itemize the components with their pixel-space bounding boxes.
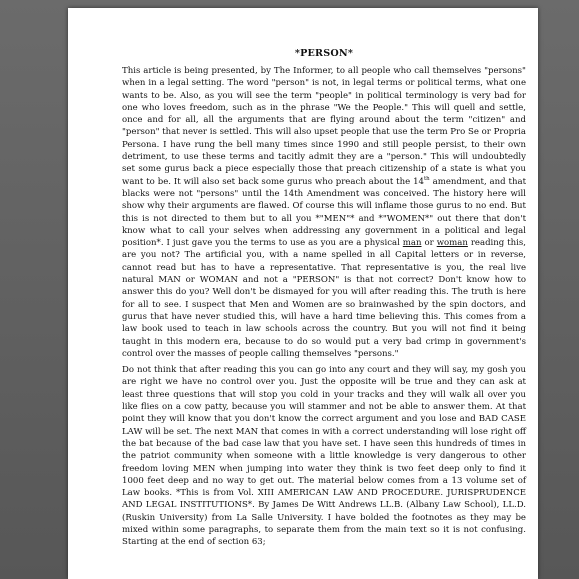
- paragraph-2: [122, 364, 526, 548]
- underlined-man: man: [402, 238, 422, 249]
- underlined-woman: woman: [436, 238, 468, 249]
- superscript-th: th: [423, 175, 430, 182]
- text-segment: This article is being presented, by The Informer, to all people who call themselves "persons" when in a legal setting. The word "person" is not, in legal terms or political terms, what one wants to be. Also, as you will see the term "people" in political terminology is very bad for one who loves freedom, such as in the phrase "We the People." This will quell and settle, once and for all, all the arguments that are flying around about the term "citizen" and "person" that never is settled. This will also upset people that use the term Pro Se or Propria Persona. I have rung the bell many times since 1990 and still people persist, to their own detriment, to use these terms and tacitly admit they are a "person." This will undoubtedly set some gurus back a piece especially those that preach citizenship of a state is what you want to be. It will also set back some gurus who preach about the 14: [122, 66, 526, 187]
- document-title: *PERSON*: [294, 48, 354, 59]
- text-segment: Do not think that after reading this you can go into any court and they will say, my gosh you are right we have no control over you. Just the opposite will be true and they can ask at least three questions that will stop you cold in your tracks and they will walk all over you like flies on a cow patty, because you will stammer and not be able to answer them. At that point they will know that you don't know the correct argument and you lose and BAD CASE LAW will be set. The next MAN that comes in with a correct understanding will lose right off the bat because of the bad case law that you have set. I have seen this hundreds of times in the patriot community when someone with a little knowledge is very dangerous to other freedom loving MEN when jumping into water they think is two feet deep only to find it 1000 feet deep and no way to get out. The material below comes from a 13 volume set of Law books. *This is from Vol. XIII AMERICAN LAW AND PROCEDURE. JURISPRUDENCE AND LEGAL INSTITUTIONS*. By James De Witt Andrews LL.B. (Albany Law School), LL.D. (Ruskin University) from La Salle University. I have bolded the footnotes as they may be mixed within some paragraphs, to separate them from the main text so it is not confusing. Starting at the end of section 63;: [122, 365, 526, 548]
- text-segment: or: [421, 238, 437, 249]
- text-segment: reading this, are you not? The artificial you, with a name spelled in all Capital letters or in reverse, cannot read but has to have a representative. That representative is you, the real live natural MAN or WOMAN and not a "PERSON" is that not correct? Don't know how to answer this do you? Well don't be dismayed for you will after reading this. The truth is here for all to see. I suspect that Men and Women are so brainwashed by the spin doctors, and gurus that have never studied this, will have a hard time believing this. This comes from a law book used to teach in law schools across the country. But you will not find it being taught in this modern era, because to do so would put a very bad crimp in government's control over the masses of people calling themselves "persons.": [122, 238, 526, 359]
- page-content: [122, 48, 526, 553]
- document-page: [68, 8, 538, 579]
- text-segment: amendment, and that blacks were not "persons" until the 14th Amendment was conceived. The history here will show why their arguments are flawed. Of course this will inflame those gurus to no end. But this is not directed to them but to all you *"MEN"* and *"WOMEN*" out there that don't know what to call your selves when addressing any government in a political and legal position*. I just gave you the terms to use as you are a physical: [122, 176, 526, 249]
- paragraph-1: [122, 65, 526, 360]
